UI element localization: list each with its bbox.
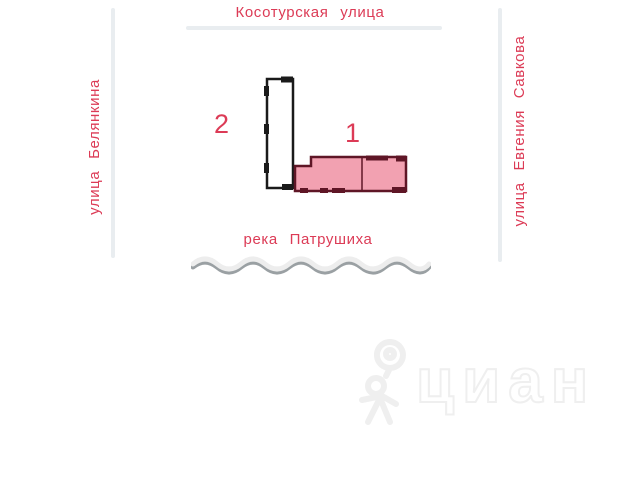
building-1-footprint[interactable] bbox=[295, 156, 406, 194]
building-1-number[interactable]: 1 bbox=[345, 118, 361, 148]
building-2-entrance-mark bbox=[264, 124, 269, 134]
building-2-entrance-mark bbox=[264, 163, 269, 173]
kosoturskaya-street-label: Косотурская улица bbox=[235, 4, 385, 21]
river-wave bbox=[191, 254, 431, 276]
patrushikha-river-label: река Патрушиха bbox=[243, 231, 373, 248]
building-1-entrance-mark bbox=[366, 156, 388, 161]
building-1-entrance-mark bbox=[300, 188, 308, 193]
building-2-entrance-mark bbox=[282, 184, 293, 190]
building-2-number[interactable]: 2 bbox=[214, 109, 230, 139]
building-2-footprint[interactable] bbox=[264, 77, 293, 191]
building-2-entrance-mark bbox=[264, 86, 269, 96]
belyankina-street-label: улица Белянкина bbox=[86, 79, 103, 215]
building-2-entrance-mark bbox=[281, 77, 293, 83]
cian-logo-text: циан bbox=[416, 347, 597, 416]
building-1-entrance-mark bbox=[320, 188, 328, 193]
building-1-entrance-mark bbox=[332, 188, 345, 193]
savkova-street-label: улица Евгения Савкова bbox=[511, 35, 528, 227]
building-1-entrance-mark bbox=[396, 156, 406, 162]
building-1-entrance-mark bbox=[392, 187, 406, 193]
